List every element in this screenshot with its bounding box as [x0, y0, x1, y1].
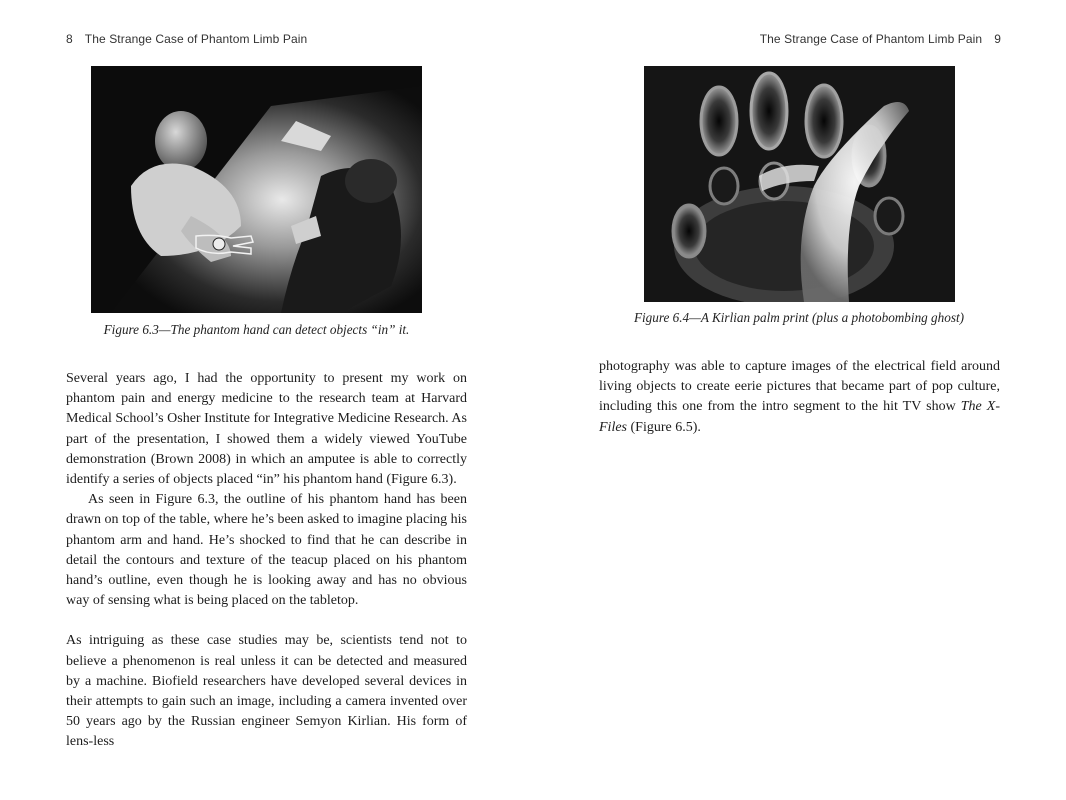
left-running-head	[66, 32, 307, 46]
paragraph	[599, 357, 1000, 438]
left-page-number: 8	[66, 32, 73, 46]
paragraph: Several years ago, I had the opportunity to present my work on phantom pain and energy medicine to the research team at Harvard Medical School’s Osher Institute for Integrative Medicine Research. As part of the presentation, I showed them a widely viewed YouTube demonstration (Brown 2008) in which an amputee is able to correctly identify a series of objects placed “in” his phantom hand (Figure 6.3).	[66, 371, 467, 488]
right-page	[533, 0, 1066, 800]
left-running-title: The Strange Case of Phantom Limb Pain	[84, 32, 308, 46]
right-running-head	[760, 32, 1001, 46]
figure-phantom-hand-photo	[91, 66, 422, 313]
right-page-number: 9	[994, 32, 1001, 46]
paragraph-text-end: (Figure 6.5).	[627, 419, 701, 435]
paragraph: As seen in Figure 6.3, the outline of his phantom hand has been drawn on top of the table, where he’s been asked to imagine placing his phantom arm and hand. He’s shocked to find that he can describe in detail the contours and texture of the teacup placed on his phantom hand’s outline, even though he is looking away and has no obvious way of sensing what is being placed on the tabletop.	[66, 492, 467, 609]
right-body-text	[599, 357, 1000, 438]
right-running-title: The Strange Case of Phantom Limb Pain	[759, 32, 983, 46]
figure-6-3-caption: Figure 6.3—The phantom hand can detect objects “in” it.	[103, 322, 410, 337]
phantom-hand-photo-image	[91, 66, 422, 313]
paragraph-text-start: photography was able to capture images of the electrical field around living objects to create eerie pictures that became part of pop culture, including this one from the intro segment to the hit TV show	[599, 359, 1000, 415]
paragraph: As intriguing as these case studies may be, scientists tend not to believe a phenomenon is real unless it can be detected and measured by a machine. Biofield researchers have developed several devices in their attempts to gain such an image, including a camera invented over 50 years ago by the Russian engineer Semyon Kirlian. His form of lens-less	[66, 633, 467, 750]
figure-kirlian-palm-photo	[644, 66, 955, 302]
show-title: The X-Files	[599, 399, 1000, 435]
figure-6-4-caption: Figure 6.4—A Kirlian palm print (plus a photobombing ghost)	[633, 310, 965, 325]
kirlian-palm-photo-image	[644, 66, 955, 302]
left-body-text	[66, 369, 467, 753]
